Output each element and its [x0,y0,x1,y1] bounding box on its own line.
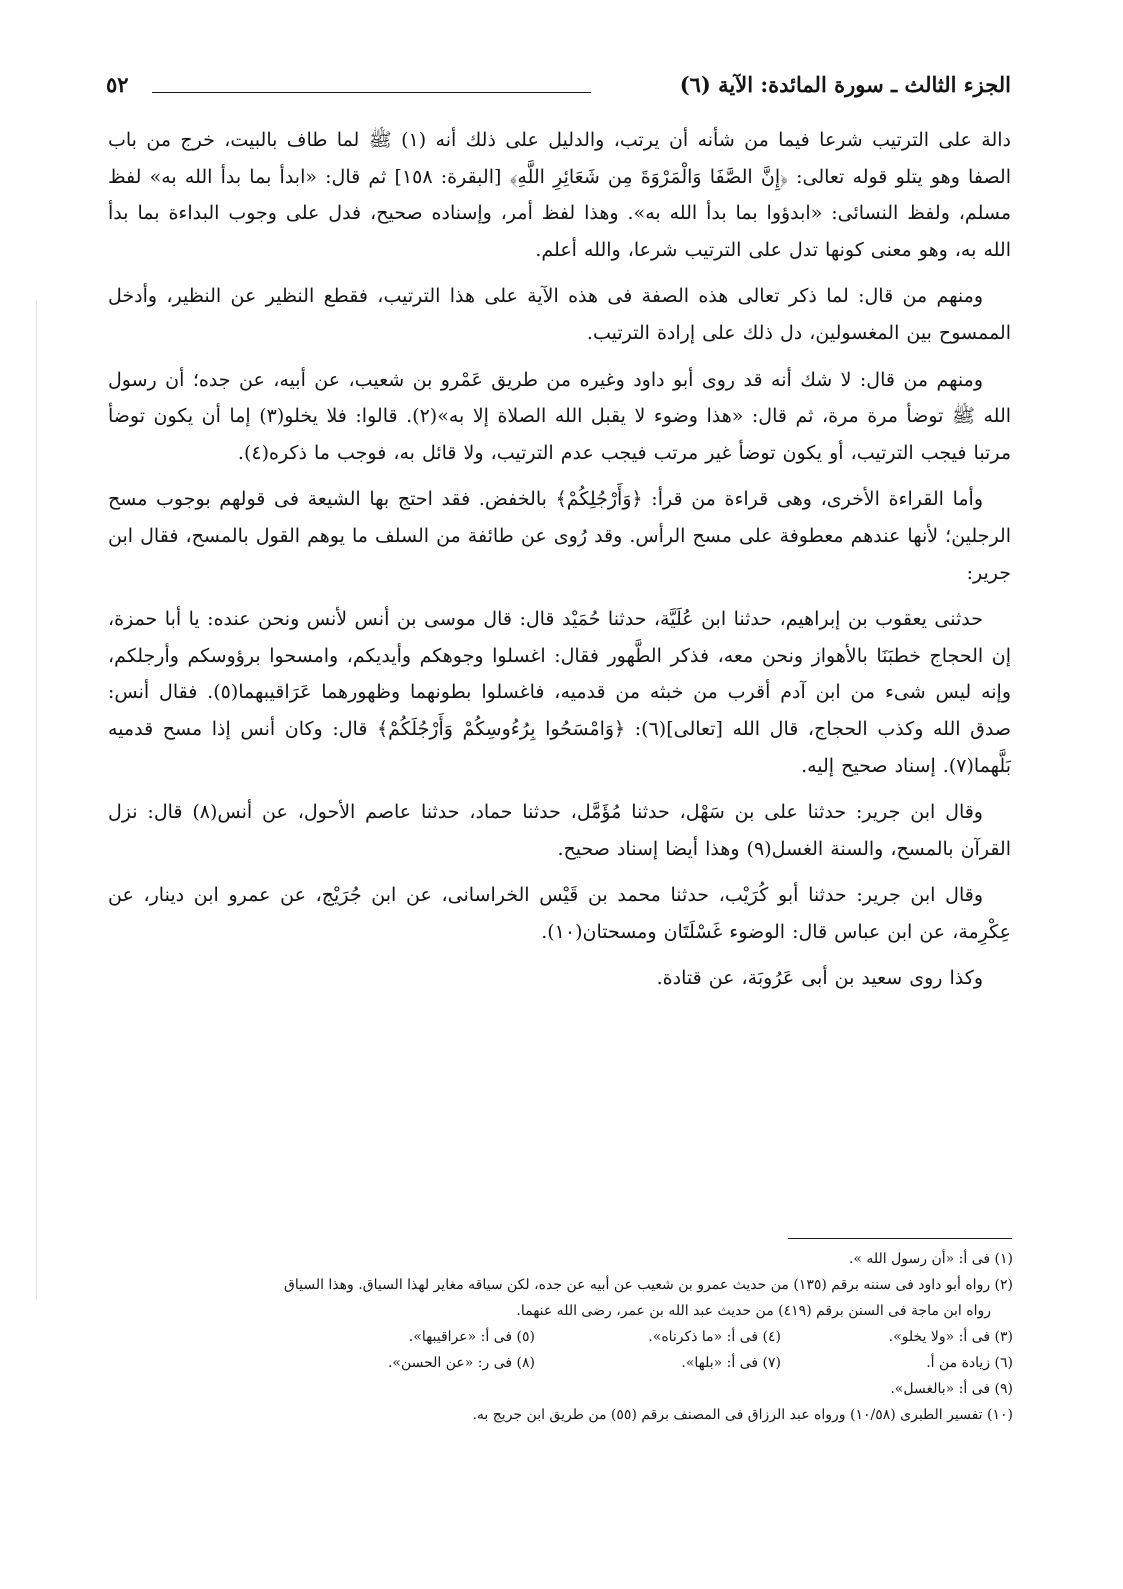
footnote-9: (٩) فى أ: «بالغسل». [890,1381,1013,1397]
footnote-1: (١) فى أ: «أن رسول الله ». [848,1251,1013,1267]
paragraph: وأما القراءة الأخرى، وهى قراءة من قرأ: ﴿وَأَرْجُلِكُمْ﴾ بالخفض. فقد احتج بها الشيعة فى قولهم بوجوب مسح الرجلين؛ لأنها عندهم معطوفة على مسح الرأس. وقد رُوى عن طائفة من السلف ما يوهم القول بالمسح، فقال ابن جرير: [108,488,1011,584]
paragraph: دالة على الترتيب شرعا فيما من شأنه أن يرتب، والدليل على ذلك أنه (١) ﷺ لما طاف بالبيت، خرج من باب الصفا وهو يتلو قوله تعالى: ﴿إِنَّ الصَّفَا وَالْمَرْوَةَ مِن شَعَائِرِ اللَّهِ﴾ [البقرة: ١٥٨] ثم قال: «ابدأ بما بدأ الله به» لفظ مسلم، ولفظ النسائى: «ابدؤوا بما بدأ الله به». وهذا لفظ أمر، وإسناده صحيح، فدل على وجوب البداءة بما بدأ الله به، وهو معنى كونها تدل على الترتيب شرعا، والله أعلم. [108,129,1011,261]
paragraph: وكذا روى سعيد بن أبى عَرُوبَة، عن قتادة. [656,967,983,990]
footnote-2-continued: رواه ابن ماجة فى السنن برقم (٤١٩) من حديث عبد الله بن عمر، رضى الله عنهما. [516,1303,991,1319]
header-rule [152,92,591,93]
footnote-6: (٦) زيادة من أ. [926,1355,1013,1371]
footnote-3: (٣) فى أ: «ولا يخلو». [888,1329,1013,1345]
scan-edge-line [36,300,37,1300]
footnote-2: (٢) رواه أبو داود فى سننه برقم (١٣٥) من حديث عمرو بن شعيب عن أبيه عن جده، لكن سياقه مغاير لهذا السياق. وهذا السياق [283,1277,1013,1293]
header-title: الجزء الثالث ـ سورة المائدة: الآية (٦) [679,72,1011,97]
footnotes [108,1246,1013,1428]
paragraph: ومنهم من قال: لما ذكر تعالى هذه الصفة فى هذه الآية على هذا الترتيب، فقطع النظير عن النظير، وأدخل الممسوح بين المغسولين، دل ذلك على إرادة الترتيب. [108,285,1011,344]
paragraph: حدثنى يعقوب بن إبراهيم، حدثنا ابن عُلَيَّة، حدثنا حُمَيْد قال: قال موسى بن أنس لأنس ونحن عنده: يا أبا حمزة، إن الحجاج خطبَنَا بالأهواز ونحن معه، فذكر الطَّهور فقال: اغسلوا وجوهكم وأيديكم، وامسحوا برؤوسكم وأرجلكم، وإنه ليس شىء من ابن آدم أقرب من خبثه من قدميه، فاغسلوا بطونهما وظهورهما عَرَاقيبهما(٥). فقال أنس: صدق الله وكذب الحجاج، قال الله [تعالى](٦): ﴿وَامْسَحُوا بِرُءُوسِكُمْ وَأَرْجُلَكُمْ﴾ قال: وكان أنس إذا مسح قدميه بَلَّهما(٧). إسناد صحيح إليه. [108,608,1011,777]
footnote-8: (٨) فى ر: «عن الحسن». [387,1355,535,1371]
footnote-separator [788,1238,1012,1239]
running-header [106,72,1011,112]
main-text [108,122,1011,997]
paragraph: ومنهم من قال: لا شك أنه قد روى أبو داود وغيره من طريق عَمْرو بن شعيب، عن أبيه، عن جده؛ أن رسول الله ﷺ توضأ مرة مرة، ثم قال: «هذا وضوء لا يقبل الله الصلاة إلا به»(٢). قالوا: فلا يخلو(٣) إما أن يكون توضأ مرتبا فيجب الترتيب، أو يكون توضأ غير مرتب فيجب عدم الترتيب، ولا قائل به، فوجب ما ذكره(٤). [108,368,1012,464]
footnote-row [108,1324,1013,1350]
footnote-5: (٥) فى أ: «عراقيبها». [408,1329,535,1345]
footnote-10: (١٠) تفسير الطبرى (١٠/٥٨) ورواه عبد الرزاق فى المصنف برقم (٥٥) من طريق ابن جريج به. [472,1407,1013,1423]
page-number: ٥٢ [106,72,129,97]
footnote-4: (٤) فى أ: «ما ذكرناه». [648,1329,781,1345]
footnote-row [108,1350,1013,1376]
footnote-7: (٧) فى أ: «بلها». [681,1355,781,1371]
paragraph: وقال ابن جرير: حدثنا أبو كُرَيْب، حدثنا محمد بن قَيْس الخراسانى، عن ابن جُرَيْج، عن عمرو ابن دينار، عن عِكْرِمة، عن ابن عباس قال: الوضوء غَسْلَتَان ومسحتان(١٠). [108,884,1011,943]
paragraph: وقال ابن جرير: حدثنا على بن سَهْل، حدثنا مُؤَمَّل، حدثنا حماد، حدثنا عاصم الأحول، عن أنس(٨) قال: نزل القرآن بالمسح، والسنة الغسل(٩) وهذا أيضا إسناد صحيح. [108,801,1011,860]
